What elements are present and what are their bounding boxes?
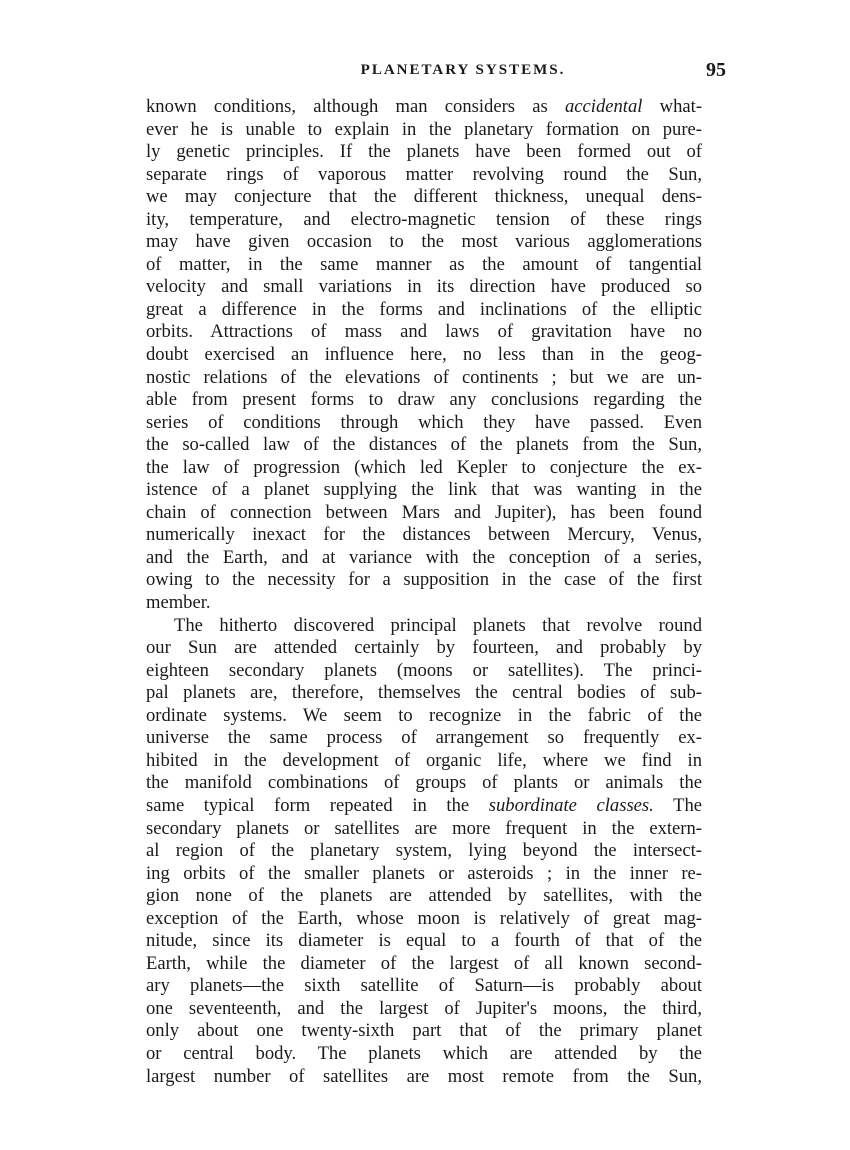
text-line: secondary planets or satellites are more frequent in the extern- bbox=[146, 817, 702, 839]
text-line: doubt exercised an influence here, no less than in the geog- bbox=[146, 344, 702, 366]
text-line: ordinate systems. We seem to recognize in the fabric of the bbox=[146, 704, 702, 726]
text-line: able from present forms to draw any conclusions regarding the bbox=[146, 389, 702, 411]
text-line: or central body. The planets which are attended by the bbox=[146, 1042, 702, 1064]
text-line: great a difference in the forms and inclinations of the elliptic bbox=[146, 298, 702, 320]
text-line: exception of the Earth, whose moon is relatively of great mag- bbox=[146, 907, 702, 929]
text-line: same typical form repeated in the subordinate classes. The bbox=[146, 794, 702, 816]
italic-phrase: subordinate classes. bbox=[488, 794, 654, 816]
text-line: chain of connection between Mars and Jupiter), has been found bbox=[146, 501, 702, 523]
text-line: nitude, since its diameter is equal to a fourth of that of the bbox=[146, 930, 702, 952]
text-line: ary planets—the sixth satellite of Saturn—is probably about bbox=[146, 975, 702, 997]
text-line: owing to the necessity for a supposition in the case of the first bbox=[146, 569, 702, 591]
text-line: gion none of the planets are attended by satellites, with the bbox=[146, 885, 702, 907]
text-line: the manifold combinations of groups of plants or animals the bbox=[146, 772, 702, 794]
text-line: orbits. Attractions of mass and laws of gravitation have no bbox=[146, 321, 702, 343]
text-line: the so-called law of the distances of the planets from the Sun, bbox=[146, 434, 702, 456]
running-head bbox=[172, 59, 726, 92]
text-line: al region of the planetary system, lying beyond the intersect- bbox=[146, 840, 702, 862]
text-line: nostic relations of the elevations of continents ; but we are un- bbox=[146, 366, 702, 388]
body-text bbox=[146, 96, 702, 1088]
text-line: series of conditions through which they have passed. Even bbox=[146, 411, 702, 433]
text-line: one seventeenth, and the largest of Jupiter's moons, the third, bbox=[146, 997, 702, 1019]
text-line: eighteen secondary planets (moons or satellites). The princi- bbox=[146, 659, 702, 681]
text-line: hibited in the development of organic life, where we find in bbox=[146, 749, 702, 771]
running-title: PLANETARY SYSTEMS. bbox=[360, 62, 566, 78]
page-number: 95 bbox=[706, 59, 726, 81]
text-line: velocity and small variations in its direction have produced so bbox=[146, 276, 702, 298]
text-line: and the Earth, and at variance with the conception of a series, bbox=[146, 546, 702, 568]
text-line: separate rings of vaporous matter revolving round the Sun, bbox=[146, 163, 702, 185]
text-line: only about one twenty-sixth part that of the primary planet bbox=[146, 1020, 702, 1042]
text-line: largest number of satellites are most remote from the Sun, bbox=[146, 1065, 702, 1087]
text-line: we may conjecture that the different thickness, unequal dens- bbox=[146, 186, 702, 208]
text-line: known conditions, although man considers as accidental what- bbox=[146, 96, 703, 117]
italic-phrase: accidental bbox=[564, 96, 643, 117]
text-line: may have given occasion to the most various agglomerations bbox=[146, 231, 702, 253]
text-line: of matter, in the same manner as the amount of tangential bbox=[146, 253, 702, 275]
text-line: member. bbox=[146, 592, 211, 614]
text-line: universe the same process of arrangement so frequently ex- bbox=[146, 727, 702, 749]
text-line: pal planets are, therefore, themselves the central bodies of sub- bbox=[146, 682, 702, 704]
text-line: our Sun are attended certainly by fourteen, and probably by bbox=[146, 637, 702, 659]
text-line: istence of a planet supplying the link that was wanting in the bbox=[146, 479, 702, 501]
text-line: ly genetic principles. If the planets have been formed out of bbox=[146, 141, 702, 163]
text-line: Earth, while the diameter of the largest of all known second- bbox=[146, 952, 702, 974]
text-line: The hitherto discovered principal planets that revolve round bbox=[174, 614, 702, 636]
text-line: ing orbits of the smaller planets or asteroids ; in the inner re- bbox=[146, 862, 702, 884]
text-line: numerically inexact for the distances between Mercury, Venus, bbox=[146, 524, 702, 546]
text-line: ity, temperature, and electro-magnetic tension of these rings bbox=[146, 208, 702, 230]
text-line: the law of progression (which led Kepler to conjecture the ex- bbox=[146, 456, 702, 478]
text-line: ever he is unable to explain in the planetary formation on pure- bbox=[146, 118, 702, 140]
